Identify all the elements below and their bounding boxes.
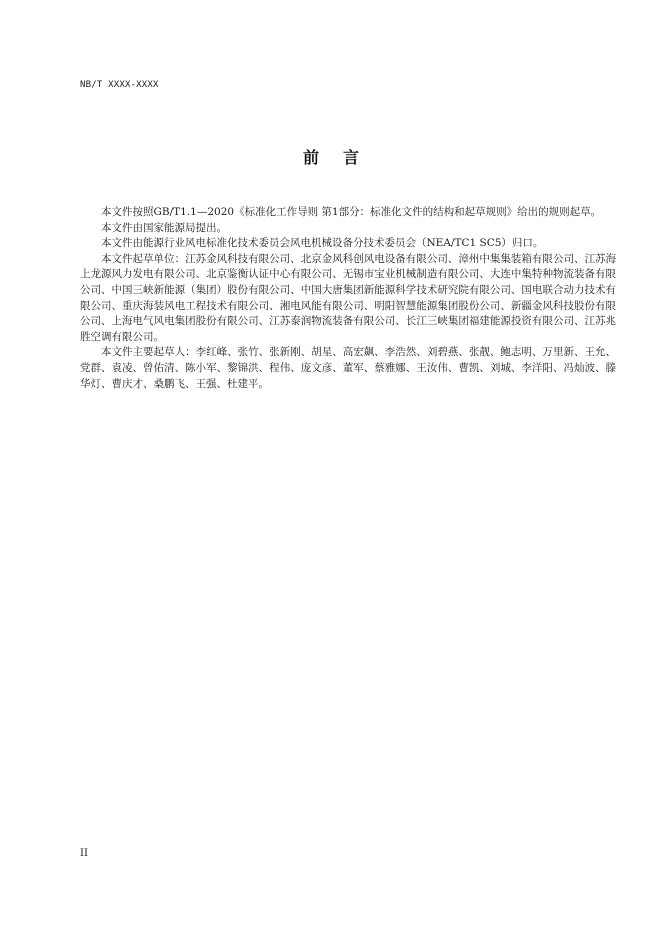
paragraph-administration: 本文件由能源行业风电标准化技术委员会风电机械设备分技术委员会（NEA/TC1 SC5）归口。 <box>101 237 544 250</box>
paragraph-drafting-organizations: 本文件起草单位：江苏金风科技有限公司、北京金风科创风电设备有限公司、漳州中集集装箱有限公司、江苏海上龙源风力发电有限公司、北京鉴衡认证中心有限公司、无锡市宝业机械制造有限公司、大连中集特种物流装备有限公司、中国三峡新能源（集团）股份有限公司、中国大唐集团新能源科学技术研究院有限公司、国电联合动力技术有限公司、重庆海装风电工程技术有限公司、湘电风能有限公司、明阳智慧能源集团股份公司、新疆金风科技股份有限公司、上海电气风电集团股份有限公司、江苏泰润物流装备有限公司、长江三峡集团福建能源投资有限公司、江苏兆胜空调有限公司。 <box>80 252 616 343</box>
page-title: 前言 <box>302 148 383 167</box>
document-code: NB/T XXXX-XXXX <box>80 80 159 90</box>
paragraph-drafting-rules: 本文件按照GB/T1.1—2020《标准化工作导则 第1部分：标准化文件的结构和起草规则》给出的规则起草。 <box>101 206 602 218</box>
foreword-body <box>80 205 616 392</box>
page-number: II <box>80 848 88 859</box>
paragraph-drafters: 本文件主要起草人：李红峰、张竹、张新刚、胡星、高宏飙、李浩然、刘碧燕、张靓、鲍志明、万里新、王允、党群、袁凌、曾佑清、陈小军、黎锦洪、程伟、庞文彦、董军、蔡雅娜、王汝伟、曹凯、刘城、李洋阳、冯灿波、滕华灯、曹庆才、桑鹏飞、王强、杜建平。 <box>80 346 616 390</box>
paragraph-proposer: 本文件由国家能源局提出。 <box>101 221 227 234</box>
